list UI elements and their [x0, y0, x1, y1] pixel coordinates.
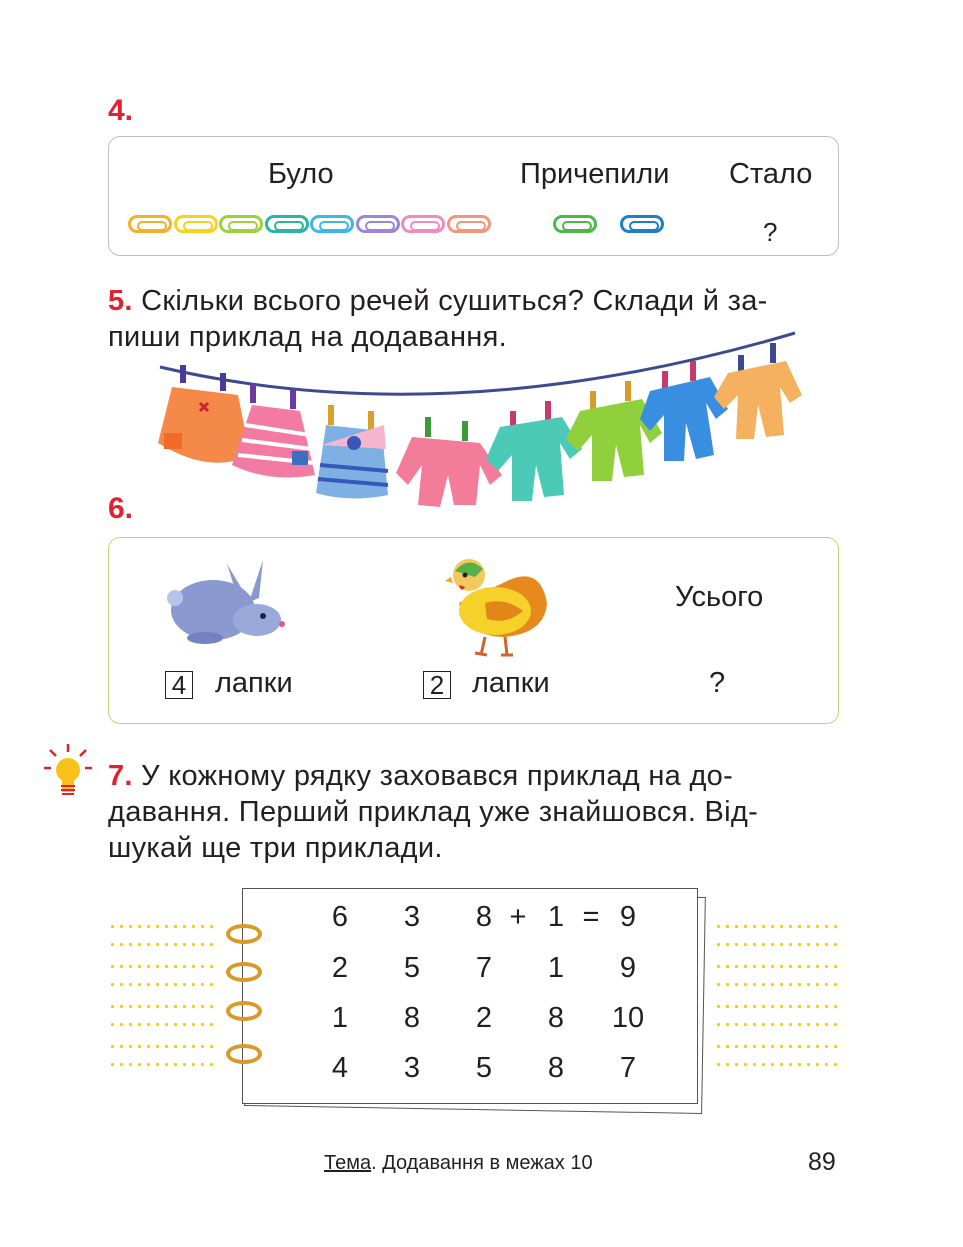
- dotted-decoration-right: [714, 1060, 838, 1069]
- paperclip-icon: [219, 215, 263, 233]
- dotted-decoration-left: [108, 1042, 218, 1051]
- dotted-decoration-right: [714, 1042, 838, 1051]
- task4-label-became: Стало: [729, 158, 813, 190]
- grid-cell: 1: [331, 1002, 349, 1034]
- grid-cell: 1: [547, 952, 565, 984]
- task5-text-line2: пиши приклад на додавання.: [108, 321, 507, 353]
- task6-number: 6.: [108, 492, 134, 525]
- grid-cell: 1: [547, 901, 565, 933]
- dotted-decoration-right: [714, 962, 838, 971]
- grid-cell: 2: [475, 1002, 493, 1034]
- dotted-decoration-right: [714, 980, 838, 989]
- grid-cell: +: [509, 901, 527, 933]
- grid-cell: 7: [475, 952, 493, 984]
- grid-cell: 3: [403, 1052, 421, 1084]
- orange-sleeper-icon: [714, 343, 802, 439]
- lightbulb-icon: [42, 742, 94, 802]
- task5-text-line1: Скільки всього речей сушиться? Склади й за-: [141, 285, 768, 317]
- paperclip-icon: [265, 215, 309, 233]
- grid-cell: =: [582, 901, 600, 933]
- teal-sleeper-icon: [486, 401, 582, 501]
- dotted-decoration-left: [108, 922, 218, 931]
- grid-cell: 10: [611, 1002, 645, 1034]
- paperclip-icon: [310, 215, 354, 233]
- grid-cell: 8: [475, 901, 493, 933]
- paperclip-icon: [447, 215, 491, 233]
- task4-box: [108, 136, 839, 256]
- page-number: 89: [808, 1148, 836, 1176]
- rabbit-paws-count: 4: [165, 671, 193, 699]
- footer-topic: [324, 1152, 593, 1175]
- dotted-decoration-left: [108, 1002, 218, 1011]
- task6-total-label: Усього: [675, 581, 764, 613]
- grid-cell: 9: [619, 901, 637, 933]
- task7-text-line2: давання. Перший приклад уже знайшовся. Від-: [108, 796, 759, 828]
- footer-topic-label: Тема: [324, 1152, 372, 1174]
- grid-cell: 9: [619, 952, 637, 984]
- paperclip-icon: [174, 215, 218, 233]
- notebook-ring-icon: [226, 924, 262, 944]
- dotted-decoration-left: [108, 962, 218, 971]
- grid-cell: 5: [403, 952, 421, 984]
- grid-cell: 8: [547, 1002, 565, 1034]
- grid-cell: 8: [547, 1052, 565, 1084]
- task6-answer: ?: [709, 667, 726, 699]
- dotted-decoration-left: [108, 980, 218, 989]
- dotted-decoration-right: [714, 940, 838, 949]
- dotted-decoration-left: [108, 940, 218, 949]
- notebook-ring-icon: [226, 1044, 262, 1064]
- task7-number: 7.: [108, 760, 133, 792]
- task4-number: 4.: [108, 94, 134, 127]
- task7-text: [108, 758, 848, 866]
- dotted-decoration-right: [714, 1002, 838, 1011]
- rabbit-paws-word: лапки: [215, 667, 293, 699]
- clothesline-illustration: [150, 325, 810, 515]
- grid-cell: 8: [403, 1002, 421, 1034]
- orange-dress-icon: [158, 365, 250, 463]
- hen-icon: [445, 553, 550, 659]
- hen-paws-count: 2: [423, 671, 451, 699]
- paperclip-icon: [553, 215, 597, 233]
- notebook-ring-icon: [226, 1001, 262, 1021]
- grid-cell: 2: [331, 952, 349, 984]
- task7-text-line3: шукай ще три приклади.: [108, 832, 443, 864]
- notebook-ring-icon: [226, 962, 262, 982]
- task7-text-line1: У кожному рядку заховався приклад на до-: [141, 760, 734, 792]
- grid-cell: 7: [619, 1052, 637, 1084]
- pink-striped-dress-icon: [232, 383, 315, 477]
- dotted-decoration-left: [108, 1060, 218, 1069]
- paperclip-icon: [401, 215, 445, 233]
- task4-answer: ?: [763, 217, 778, 247]
- grid-cell: 4: [331, 1052, 349, 1084]
- blue-sleeper-icon: [640, 361, 728, 461]
- task5-number: 5.: [108, 285, 133, 317]
- pink-sleeper-icon: [396, 417, 502, 507]
- task4-label-attached: Причепили: [520, 158, 670, 190]
- dotted-decoration-right: [714, 1020, 838, 1029]
- paperclip-icon: [356, 215, 400, 233]
- grid-cell: 5: [475, 1052, 493, 1084]
- dotted-decoration-right: [714, 922, 838, 931]
- footer-topic-text: . Додавання в межах 10: [371, 1152, 593, 1174]
- grid-cell: 6: [331, 901, 349, 933]
- hen-paws-word: лапки: [472, 667, 550, 699]
- paperclip-icon: [128, 215, 172, 233]
- rabbit-icon: [165, 558, 290, 646]
- task4-label-was: Було: [268, 158, 334, 190]
- dotted-decoration-left: [108, 1020, 218, 1029]
- grid-cell: 3: [403, 901, 421, 933]
- paperclip-icon: [620, 215, 664, 233]
- blue-dress-icon: [316, 405, 388, 499]
- green-sleeper-icon: [566, 381, 662, 481]
